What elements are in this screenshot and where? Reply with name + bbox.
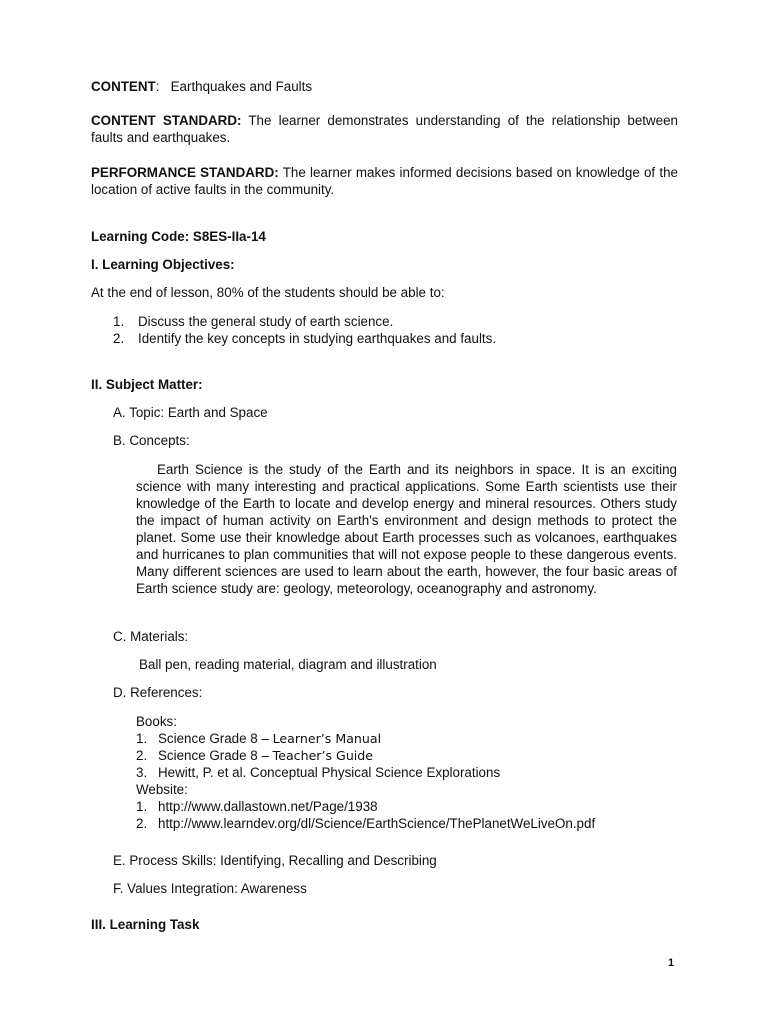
- objectives-intro: At the end of lesson, 80% of the students should be able to:: [91, 285, 445, 300]
- content-standard: [91, 112, 678, 146]
- list-item: 2. http://www.learndev.org/dl/Science/EarthScience/ThePlanetWeLiveOn.pdf: [136, 816, 596, 831]
- performance-standard-label: PERFORMANCE STANDARD:: [91, 165, 279, 180]
- learning-task-heading: III. Learning Task: [91, 917, 200, 932]
- content-standard-text: The learner demonstrates understanding of the relationship between faults and earthquakes.: [91, 113, 678, 145]
- list-item: 1. Discuss the general study of earth science.: [113, 314, 394, 329]
- topic-line: A. Topic: Earth and Space: [113, 405, 268, 420]
- objectives-list: [113, 313, 673, 347]
- subject-matter-heading: II. Subject Matter:: [91, 377, 203, 392]
- materials-text: Ball pen, reading material, diagram and illustration: [139, 657, 437, 672]
- references-label: D. References:: [113, 685, 203, 700]
- website-label: Website:: [136, 782, 188, 797]
- list-item: 1. Science Grade 8 – Learner’s Manual: [136, 731, 382, 746]
- list-item: 2. Science Grade 8 – Teacher’s Guide: [136, 748, 374, 763]
- process-skills: E. Process Skills: Identifying, Recalling and Describing: [113, 853, 437, 868]
- content-label: CONTENT: [91, 79, 156, 94]
- websites-list: [136, 798, 696, 832]
- content-value: Earthquakes and Faults: [170, 79, 313, 94]
- performance-standard: [91, 164, 678, 198]
- books-label: Books:: [136, 714, 177, 729]
- books-list: [136, 730, 696, 781]
- objectives-heading: I. Learning Objectives:: [91, 257, 235, 272]
- performance-standard-text: The learner makes informed decisions based on knowledge of the location of active faults in the community.: [91, 165, 678, 197]
- concepts-label: B. Concepts:: [113, 433, 190, 448]
- list-item: 1. http://www.dallastown.net/Page/1938: [136, 799, 378, 814]
- values-integration: F. Values Integration: Awareness: [113, 881, 307, 896]
- concepts-paragraph: Earth Science is the study of the Earth and its neighbors in space. It is an exciting science with many interesting and practical applications. Some Earth scientists use their knowledge of the Earth to locate and develop energy and mineral resources. Others study the impact of human activity on Earth's environment and design methods to protect the planet. Some use their knowledge about Earth processes such as volcanoes, earthquakes and hurricanes to plan communities that will not expose people to these dangerous events. Many different sciences are used to learn about the earth, however, the four basic areas of Earth science study are: geology, meteorology, oceanography and astronomy.: [136, 462, 677, 596]
- materials-label: C. Materials:: [113, 629, 189, 644]
- learning-code: Learning Code: S8ES-IIa-14: [91, 229, 266, 244]
- content-standard-label: CONTENT STANDARD:: [91, 113, 242, 128]
- content-line: CONTENT: Earthquakes and Faults: [91, 79, 313, 94]
- references-block: [136, 713, 696, 832]
- list-item: 2. Identify the key concepts in studying earthquakes and faults.: [113, 331, 497, 346]
- list-item: 3. Hewitt, P. et al. Conceptual Physical Science Explorations: [136, 765, 501, 780]
- page-number: 1: [668, 957, 675, 969]
